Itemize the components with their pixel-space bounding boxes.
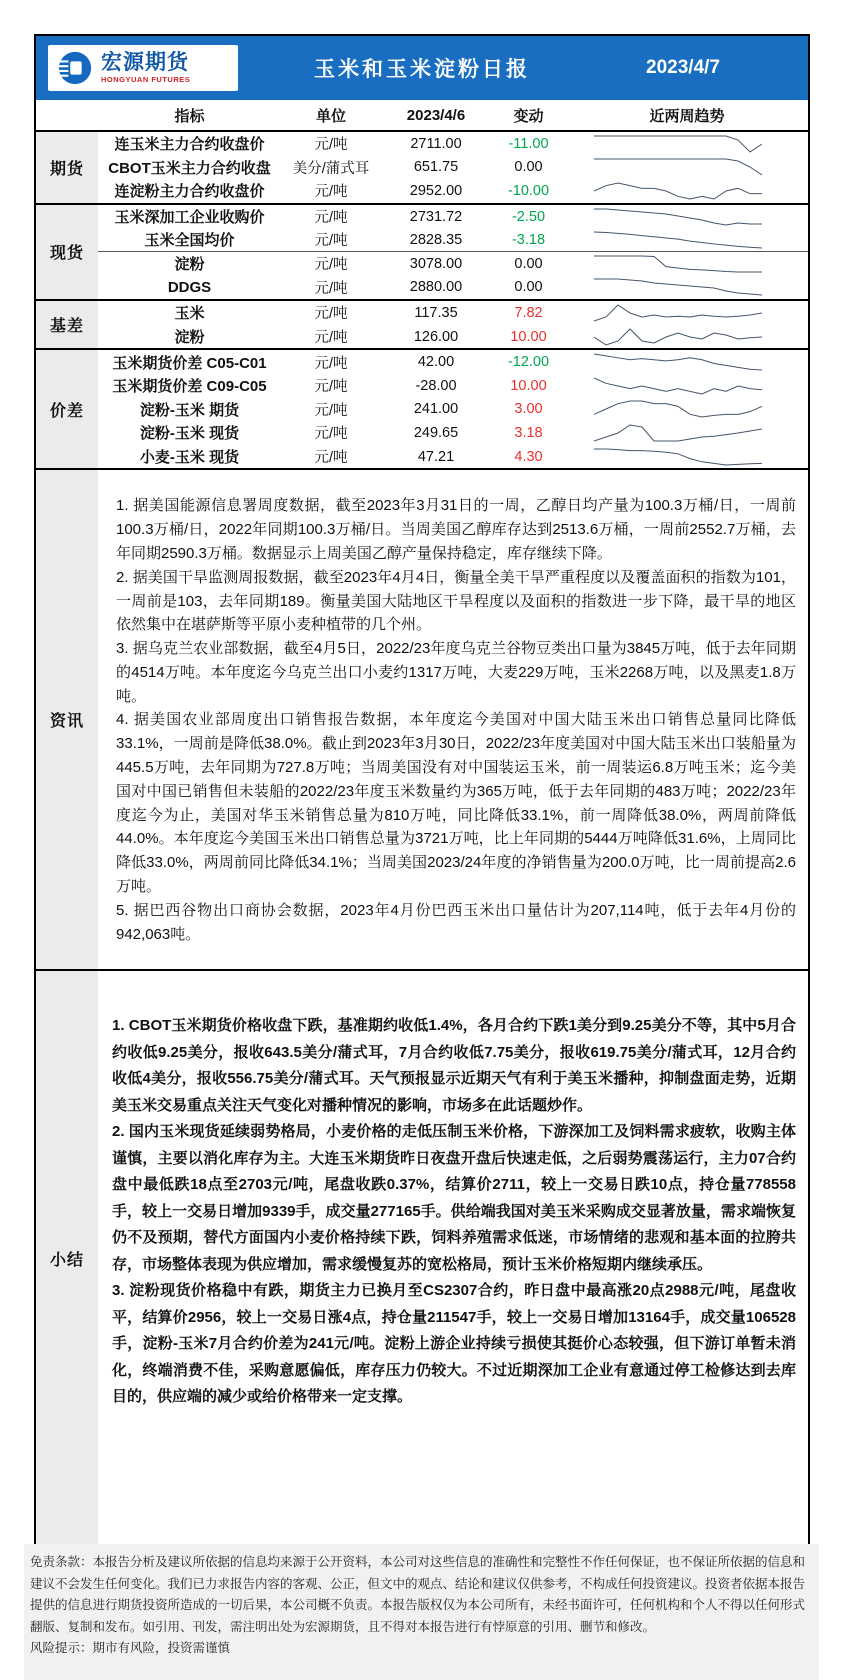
unit-value: 元/吨	[314, 280, 348, 297]
unit-value: 元/吨	[314, 450, 348, 467]
trend-sparkline	[566, 423, 808, 443]
col-date-value: 2023/4/6	[406, 106, 466, 124]
table-row	[98, 325, 808, 349]
trend-sparkline	[566, 352, 808, 372]
table-row	[98, 179, 808, 203]
change-value: -11.00	[508, 135, 549, 152]
group-label-futures: 期货	[36, 132, 98, 203]
trend-sparkline	[566, 277, 808, 297]
company-logo	[48, 45, 238, 91]
change-value: 3.18	[514, 424, 543, 441]
group-basis	[36, 301, 808, 350]
indicator-label: 淀粉	[174, 329, 205, 347]
indicator-label: 淀粉-玉米 现货	[139, 425, 240, 443]
unit-value: 元/吨	[314, 402, 348, 419]
table-row	[98, 156, 808, 180]
table-row	[98, 132, 808, 156]
price-value: 3078.00	[409, 255, 463, 272]
trend-sparkline	[566, 134, 808, 154]
price-value: 249.65	[413, 424, 459, 441]
change-value: 0.00	[514, 159, 543, 176]
summary-paragraph: 3. 淀粉现货价格稳中有跌，期货主力已换月至CS2307合约，昨日盘中最高涨20点2988元/吨，尾盘收平，结算价2956，较上一交易日涨4点，持仓量211547手，较上一交易日增加13164手，成交量106528手，淀粉-玉米7月合约价差为241元/吨。淀粉上游企业持续亏损使其挺价心态较强，但下游订单暂未消化，终端消费不佳，采购意愿偏低，库存压力仍较大。不过近期深加工企业有意通过停工检修达到去库目的，供应端的减少或给价格带来一定支撑。	[112, 1282, 796, 1406]
unit-value: 元/吨	[314, 306, 348, 323]
change-value: 0.00	[514, 255, 543, 272]
unit-value: 元/吨	[314, 210, 348, 227]
change-value: 10.00	[510, 377, 547, 394]
unit-value: 元/吨	[314, 426, 348, 443]
hongyuan-globe-icon	[56, 49, 94, 87]
news-paragraph: 1. 据美国能源信息署周度数据，截至2023年3月31日的一周，乙醇日均产量为100.3万桶/日，一周前100.3万桶/日，2022年同期100.3万桶/日。当周美国乙醇库存达到2513.6万桶，一周前2552.7万桶，去年同期2590.3万桶。数据显示上周美国乙醇产量保持稳定，库存继续下降。	[116, 497, 796, 562]
news-paragraph: 3. 据乌克兰农业部数据，截至4月5日，2022/23年度乌克兰谷物豆类出口量为3845万吨，低于去年同期的4514万吨。本年度迄今乌克兰出口小麦约1317万吨，大麦229万吨，玉米2268万吨，以及黑麦1.8万吨。	[116, 640, 796, 705]
unit-value: 元/吨	[314, 137, 348, 154]
change-value: 7.82	[514, 304, 543, 321]
change-value: -2.50	[511, 208, 546, 225]
col-unit: 单位	[315, 107, 346, 125]
trend-sparkline	[566, 207, 808, 227]
title-bar	[36, 36, 808, 100]
table-row	[98, 350, 808, 374]
indicator-label: 玉米	[174, 305, 205, 323]
indicator-label: 玉米全国均价	[144, 232, 235, 250]
trend-sparkline	[566, 230, 808, 250]
news-paragraph: 5. 据巴西谷物出口商协会数据，2023年4月份巴西玉米出口量估计为207,114吨，低于去年4月份的942,063吨。	[116, 901, 796, 943]
unit-value: 元/吨	[314, 330, 348, 347]
table-header	[36, 100, 808, 132]
change-value: 3.00	[514, 401, 543, 418]
change-value: 10.00	[510, 328, 547, 345]
price-value: 2880.00	[409, 279, 463, 296]
table-row	[98, 398, 808, 422]
trend-sparkline	[566, 157, 808, 177]
price-value: -28.00	[415, 377, 457, 394]
table-row	[98, 252, 808, 276]
news-paragraph: 4. 据美国农业部周度出口销售报告数据，本年度迄今美国对中国大陆玉米出口销售总量同比降低33.1%，一周前是降低38.0%。截止到2023年3月30日，2022/23年度美国对中国大陆玉米出口装船量为445.5万吨，去年同期为727.8万吨；当周美国没有对中国装运玉米，前一周装运6.8万吨玉米；迄今美国对中国已销售但未装船的2022/23年度玉米数量约为365万吨，低于去年同期的483万吨；2022/23年度迄今为止，美国对华玉米销售总量为810万吨，同比降低33.1%，前一周降低38.0%，两周前降低44.0%。本年度迄今美国玉米出口销售总量为3721万吨，比上年同期的5444万吨降低31.6%，上周同比降低33.0%，两周前同比降低34.1%；当周美国2023/24年度的净销售量为200.0万吨，比一周前提高2.6万吨。	[116, 711, 796, 896]
news-paragraph: 2. 据美国干旱监测周报数据，截至2023年4月4日，衡量全美干旱严重程度以及覆盖面积的指数为101，一周前是103，去年同期189。衡量美国大陆地区干旱程度以及面积的指数进一步下降，最干旱的地区依然集中在堪萨斯等平原小麦种植带的几个州。	[116, 568, 796, 634]
unit-value: 元/吨	[314, 184, 348, 201]
report-title: 玉米和玉米淀粉日报	[314, 58, 530, 81]
indicator-label: 玉米期货价差 C09-C05	[112, 378, 267, 396]
brand-name-en: HONGYUAN FUTURES	[101, 75, 191, 85]
trend-sparkline	[566, 254, 808, 274]
summary-section-label: 小结	[36, 971, 98, 1545]
price-value: 117.35	[414, 304, 458, 321]
indicator-label: 连淀粉主力合约收盘价	[114, 183, 265, 201]
price-value: 2711.00	[410, 135, 462, 152]
table-row	[98, 301, 808, 325]
summary-text	[98, 971, 808, 1545]
summary-paragraph: 1. CBOT玉米期货价格收盘下跌，基准期约收低1.4%，各月合约下跌1美分到9.25美分不等，其中5月合约收低9.25美分，报收643.5美分/蒲式耳，7月合约收低7.75美分，报收619.75美分/蒲式耳，12月合约收低4美分，报收556.75美分/蒲式耳。天气预报显示近期天气有利于美玉米播种，抑制盘面走势，近期美玉米交易重点关注天气变化对播种情况的影响，市场多在此话题炒作。	[112, 1017, 796, 1114]
price-value: 241.00	[413, 401, 459, 418]
change-value: 0.00	[514, 279, 543, 296]
news-section	[36, 470, 808, 969]
trend-sparkline	[566, 447, 808, 467]
table-row	[98, 205, 808, 229]
footer-disclaimer	[24, 1544, 819, 1680]
trend-sparkline	[566, 399, 808, 419]
disclaimer-text: 免责条款：本报告分析及建议所依据的信息均来源于公开资料，本公司对这些信息的准确性和完整性不作任何保证，也不保证所依据的信息和建议不会发生任何变化。我们已力求报告内容的客观、公正，但文中的观点、结论和建议仅供参考，不构成任何投资建议。投资者依据本报告提供的信息进行期货投资所造成的一切后果，本公司概不负责。本报告版权仅为本公司所有，未经书面许可，任何机构和个人不得以任何形式翻版、复制和发布。如引用、刊发，需注明出处为宏源期货，且不得对本报告进行有悖原意的引用、删节和修改。	[30, 1555, 806, 1634]
indicator-label: 玉米期货价差 C05-C01	[112, 354, 267, 372]
trend-sparkline	[566, 181, 808, 201]
price-value: 42.00	[417, 354, 455, 371]
report-date: 2023/4/7	[646, 57, 720, 78]
table-row	[98, 445, 808, 469]
indicator-label: 玉米深加工企业收购价	[114, 209, 265, 227]
price-value: 126.00	[413, 328, 459, 345]
price-value: 2952.00	[409, 182, 463, 199]
col-change: 变动	[513, 107, 544, 125]
group-spread	[36, 350, 808, 470]
group-label-spot: 现货	[36, 205, 98, 299]
indicator-label: DDGS	[167, 278, 212, 296]
price-value: 2731.72	[409, 208, 463, 225]
table-row	[98, 228, 808, 252]
indicator-label: 淀粉-玉米 期货	[139, 401, 240, 419]
indicator-label: CBOT玉米主力合约收盘	[108, 159, 271, 177]
col-indicator: 指标	[174, 107, 205, 125]
price-value: 651.75	[413, 159, 459, 176]
unit-value: 元/吨	[314, 355, 348, 372]
unit-value: 元/吨	[314, 379, 348, 396]
group-label-spread: 价差	[36, 350, 98, 468]
group-label-basis: 基差	[36, 301, 98, 348]
price-value: 2828.35	[409, 231, 463, 248]
summary-section	[36, 969, 808, 1545]
brand-name-cn: 宏源期货	[101, 51, 189, 75]
group-spot	[36, 205, 808, 301]
table-row	[98, 374, 808, 398]
trend-sparkline	[566, 303, 808, 323]
change-value: -10.00	[507, 182, 550, 199]
news-section-label: 资讯	[36, 470, 98, 969]
logo-text	[101, 52, 190, 84]
indicator-label: 连玉米主力合约收盘价	[114, 136, 265, 154]
table-row	[98, 421, 808, 445]
unit-value: 美分/蒲式耳	[292, 160, 370, 177]
col-trend: 近两周趋势	[649, 107, 725, 125]
report-container	[34, 34, 810, 1547]
unit-value: 元/吨	[314, 257, 348, 274]
unit-value: 元/吨	[314, 233, 348, 250]
table-row	[98, 276, 808, 300]
indicator-label: 淀粉	[174, 256, 205, 274]
summary-paragraph: 2. 国内玉米现货延续弱势格局，小麦价格的走低压制玉米价格，下游深加工及饲料需求疲软，收购主体谨慎，主要以消化库存为主。大连玉米期货昨日夜盘开盘后快速走低，之后弱势震荡运行，主力07合约盘中最低跌18点至2703元/吨，尾盘收跌0.37%，结算价2711，较上一交易日跌10点，持仓量778558手，较上一交易日增加9339手，成交量277165手。供给端我国对美玉米采购成交显著放量，需求端恢复仍不及预期，替代方面国内小麦价格持续下跌，饲料养殖需求低迷，市场情绪的悲观和基本面的拉胯共存，市场整体表现为供应增加，需求缓慢复苏的宽松格局，预计玉米价格短期内继续承压。	[112, 1123, 796, 1273]
indicator-label: 小麦-玉米 现货	[139, 449, 240, 467]
news-text	[98, 470, 808, 969]
group-futures	[36, 132, 808, 205]
trend-sparkline	[566, 376, 808, 396]
price-value: 47.21	[417, 448, 455, 465]
trend-sparkline	[566, 327, 808, 347]
change-value: 4.30	[514, 448, 543, 465]
risk-warning-text: 风险提示：期市有风险，投资需谨慎	[30, 1641, 231, 1655]
change-value: -3.18	[511, 231, 546, 248]
change-value: -12.00	[507, 354, 550, 371]
